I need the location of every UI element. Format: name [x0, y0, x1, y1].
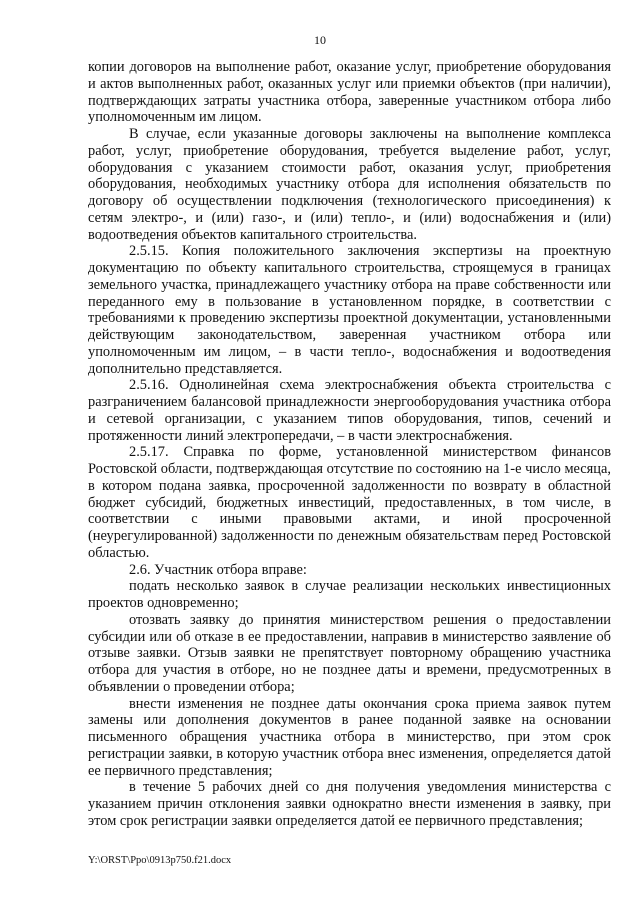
footer-file-path: Y:\ORST\Ppo\0913p750.f21.docx — [88, 855, 232, 866]
paragraph: 2.6. Участник отбора вправе: — [129, 561, 307, 578]
paragraph: внести изменения не позднее даты окончания срока приема заявок путем замены или дополнения документов в ранее поданной заявке на основании письменного обращения участника отбора в министерство, при этом срок регистрации заявки, в которую участник отбора внес изменения, определяется датой ее первичного представления; — [88, 695, 611, 779]
paragraph: подать несколько заявок в случае реализации нескольких инвестиционных проектов одновременно; — [88, 578, 611, 611]
paragraph: В случае, если указанные договоры заключены на выполнение комплекса работ, услуг, приобретение оборудования, требуется выделение работ, услуг, оборудования с указанием стоимости работ, оказания услуг, приобретения оборудования, необходимых участнику отбора для исполнения обязательств по договору об осуществлении подключения (технологического присоединения) к сетям электро-, и (или) газо-, и (или) тепло-, и (или) водоснабжения и (или) водоотведения объектов капитального строительства. — [88, 126, 611, 243]
paragraph: копии договоров на выполнение работ, оказание услуг, приобретение оборудования и актов выполненных работ, оказанных услуг или приемки объектов (при наличии), подтверждающих затраты участника отбора, заверенные участником отбора либо уполномоченным им лицом. — [88, 59, 611, 126]
document-body — [88, 59, 611, 830]
paragraph: 2.5.17. Справка по форме, установленной министерством финансов Ростовской области, подтверждающая отсутствие по состоянию на 1-е число месяца, в котором подана заявка, просроченной задолженности по возврату в областной бюджет субсидий, бюджетных инвестиций, предоставленных, в том числе, в соответствии с иными правовыми актами, и иной просроченной (неурегулированной) задолженности по денежным обязательствам перед Ростовской областью. — [88, 444, 611, 561]
paragraph: отозвать заявку до принятия министерством решения о предоставлении субсидии или об отказе в ее предоставлении, направив в министерство заявление об отзыве заявки. Отзыв заявки не препятствует повторному обращению участника отбора для участия в отборе, но не позднее даты и времени, предусмотренных в объявлении о проведении отбора; — [88, 611, 611, 695]
paragraph: 2.5.16. Однолинейная схема электроснабжения объекта строительства с разграничением балансовой принадлежности энергооборудования участника отбора и сетевой организации, с указанием типов оборудования, типов, сечений и протяженности линий электропередачи, – в части электроснабжения. — [88, 377, 611, 444]
page-number: 10 — [314, 33, 326, 47]
paragraph: 2.5.15. Копия положительного заключения экспертизы на проектную документацию по объекту капитального строительства, строящемуся в границах земельного участка, принадлежащего участнику отбора на праве собственности или переданного ему в пользование в установленном порядке, в соответствии с требованиями к проведению экспертизы проектной документации, установленными действующим законодательством, заверенная участником отбора или уполномоченным им лицом, – в части тепло-, водоснабжения и водоотведения дополнительно представляется. — [88, 243, 611, 377]
paragraph: в течение 5 рабочих дней со дня получения уведомления министерства с указанием причин отклонения заявки однократно внести изменения в заявку, при этом срок регистрации заявки определяется датой ее первичного представления; — [88, 779, 611, 829]
